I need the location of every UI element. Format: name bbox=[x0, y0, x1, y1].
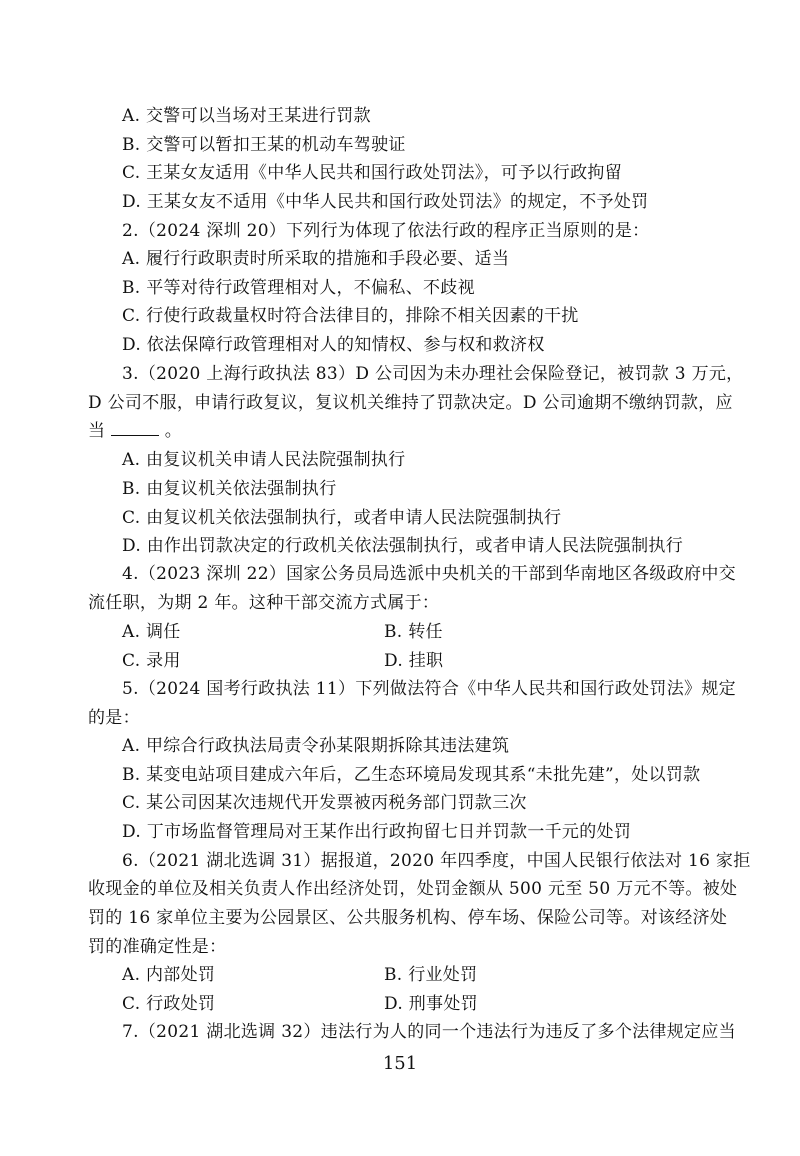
question-line-blank bbox=[88, 420, 182, 442]
option-line: A. 调任 bbox=[122, 622, 181, 642]
option-line: C. 某公司因某次违规代开发票被丙税务部门罚款三次 bbox=[122, 793, 527, 813]
option-line: B. 由复议机关依法强制执行 bbox=[122, 479, 337, 499]
option-line: C. 行使行政裁量权时符合法律目的，排除不相关因素的干扰 bbox=[122, 306, 579, 326]
option-line: C. 王某女友适用《中华人民共和国行政处罚法》，可予以行政拘留 bbox=[122, 163, 623, 183]
option-line: B. 某变电站项目建成六年后，乙生态环境局发现其系“未批先建”，处以罚款 bbox=[122, 765, 701, 785]
question-line: 流任职，为期 2 年。这种干部交流方式属于： bbox=[88, 593, 440, 613]
question-line: 罚的准确定性是： bbox=[88, 937, 227, 957]
option-line: D. 依法保障行政管理相对人的知情权、参与权和救济权 bbox=[122, 335, 545, 355]
question-line: 4.（2023 深圳 22）国家公务员局选派中央机关的干部到华南地区各级政府中交 bbox=[122, 564, 736, 584]
question-line: 罚的 16 家单位主要为公园景区、公共服务机构、停车场、保险公司等。对该经济处 bbox=[88, 908, 728, 928]
text-segment: 。 bbox=[164, 421, 183, 441]
option-line: D. 刑事处罚 bbox=[384, 994, 478, 1014]
option-line: C. 录用 bbox=[122, 651, 181, 671]
option-line: D. 挂职 bbox=[384, 651, 444, 671]
option-line: B. 交警可以暂扣王某的机动车驾驶证 bbox=[122, 135, 406, 155]
option-line: B. 转任 bbox=[384, 622, 443, 642]
question-line: 的是： bbox=[88, 708, 140, 728]
page-number: 151 bbox=[382, 1053, 418, 1074]
option-line: A. 交警可以当场对王某进行罚款 bbox=[122, 106, 371, 126]
text-segment: 当 bbox=[88, 421, 106, 441]
question-line: 2.（2024 深圳 20）下列行为体现了依法行政的程序正当原则的是： bbox=[122, 221, 650, 241]
option-line: D. 由作出罚款决定的行政机关依法强制执行，或者申请人民法院强制执行 bbox=[122, 536, 684, 556]
option-line: C. 行政处罚 bbox=[122, 994, 216, 1014]
option-line: D. 王某女友不适用《中华人民共和国行政处罚法》的规定，不予处罚 bbox=[122, 192, 649, 212]
question-line: 6.（2021 湖北选调 31）据报道，2020 年四季度，中国人民银行依法对 16 家拒 bbox=[122, 851, 751, 871]
question-line: 7.（2021 湖北选调 32）违法行为人的同一个违法行为违反了多个法律规定应当 bbox=[122, 1022, 736, 1042]
question-line: D 公司不服，申请行政复议，复议机关维持了罚款决定。D 公司逾期不缴纳罚款，应 bbox=[88, 393, 733, 413]
option-line: A. 由复议机关申请人民法院强制执行 bbox=[122, 450, 406, 470]
option-line: D. 丁市场监督管理局对王某作出行政拘留七日并罚款一千元的处罚 bbox=[122, 822, 632, 842]
question-line: 收现金的单位及相关负责人作出经济处罚，处罚金额从 500 元至 50 万元不等。被处 bbox=[88, 879, 738, 899]
question-line: 5.（2024 国考行政执法 11）下列做法符合《中华人民共和国行政处罚法》规定 bbox=[122, 679, 736, 699]
question-line: 3.（2020 上海行政执法 83）D 公司因为未办理社会保险登记，被罚款 3 万元， bbox=[122, 364, 744, 384]
option-line: A. 履行行政职责时所采取的措施和手段必要、适当 bbox=[122, 249, 510, 269]
option-line: A. 内部处罚 bbox=[122, 965, 216, 985]
option-line: A. 甲综合行政执法局责令孙某限期拆除其违法建筑 bbox=[122, 736, 510, 756]
option-line: C. 由复议机关依法强制执行，或者申请人民法院强制执行 bbox=[122, 508, 562, 528]
option-line: B. 行业处罚 bbox=[384, 965, 478, 985]
option-line: B. 平等对待行政管理相对人，不偏私、不歧视 bbox=[122, 278, 475, 298]
answer-blank bbox=[111, 421, 159, 436]
